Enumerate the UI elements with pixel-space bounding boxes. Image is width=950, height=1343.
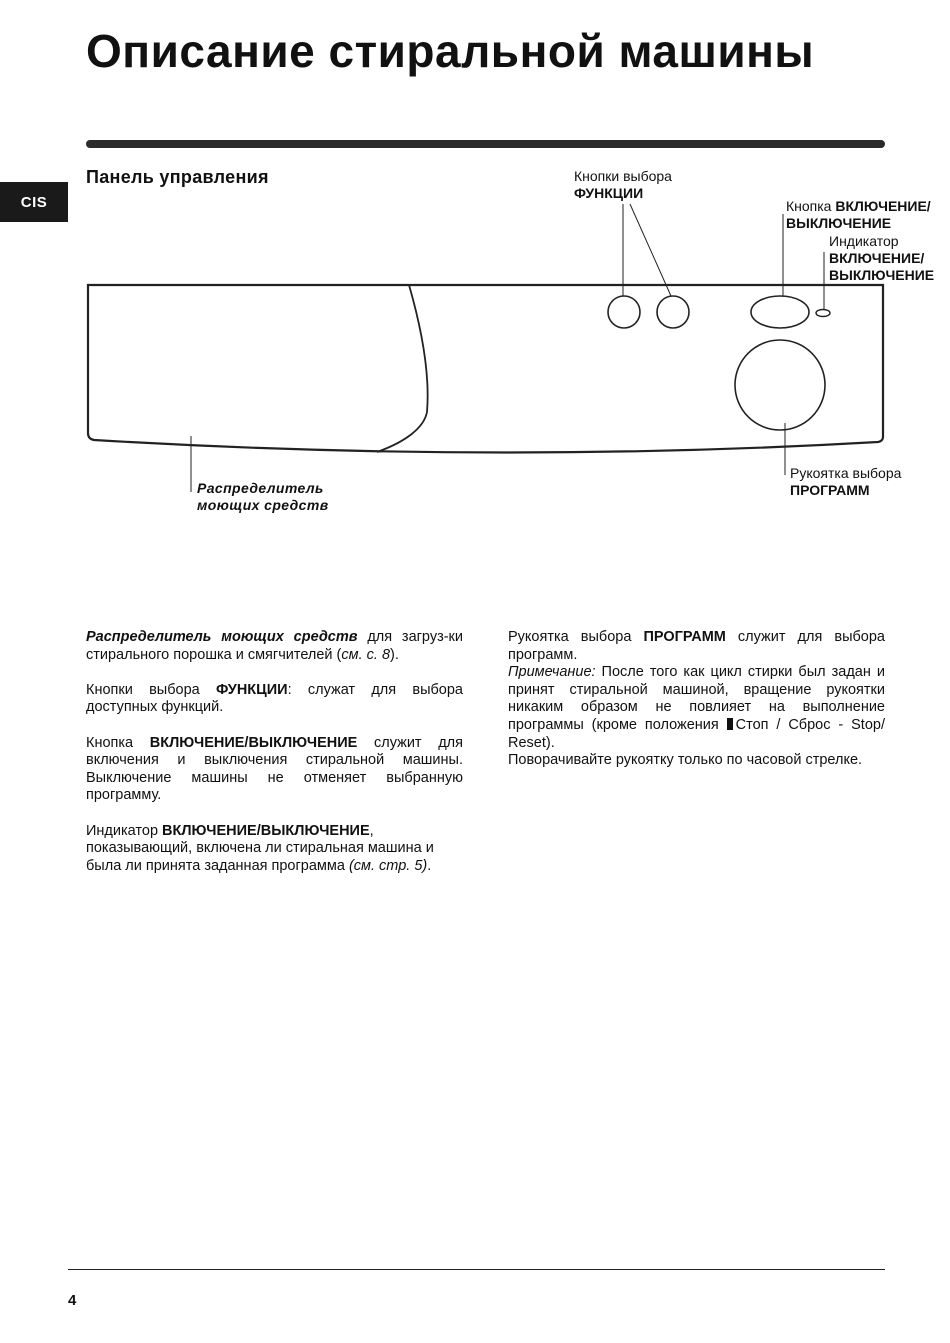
footer-divider xyxy=(68,1269,885,1270)
callout-function-line1: Кнопки выбора xyxy=(574,168,672,184)
para-dispenser-lead: Распределитель моющих средств xyxy=(86,629,358,645)
para-function-text: : служат для выбора доступных функций. xyxy=(86,681,463,716)
right-column xyxy=(508,629,885,770)
para-program-knob xyxy=(508,629,885,664)
leader-function-2 xyxy=(630,204,671,296)
para-indicator-end: . xyxy=(427,857,432,874)
para-knob-text: служит для выбора программ. xyxy=(508,629,885,663)
callout-on-off-line2: ВЫКЛЮЧЕНИЕ xyxy=(786,215,892,231)
function-button-1 xyxy=(608,296,640,328)
para-onoff-bold: ВКЛЮЧЕНИЕ/ВЫКЛЮЧЕНИЕ xyxy=(149,734,358,751)
callout-program-knob xyxy=(790,465,901,499)
callout-dispenser-line1: Распределитель xyxy=(197,480,324,496)
para-indicator xyxy=(86,823,463,876)
para-rotate-text: Поворачивайте рукоятку только по часовой стрелке. xyxy=(508,752,863,769)
para-function-buttons xyxy=(86,682,463,717)
para-note xyxy=(508,664,885,752)
callout-dispenser xyxy=(197,480,329,514)
page-number: 4 xyxy=(68,1292,77,1309)
para-dispenser-end: ). xyxy=(390,646,399,663)
para-onoff-pre: Кнопка xyxy=(86,734,150,751)
callout-function-buttons xyxy=(574,168,672,202)
para-knob-pre: Рукоятка выбора xyxy=(508,629,644,645)
function-button-2 xyxy=(657,296,689,328)
program-knob xyxy=(735,340,825,430)
callout-on-off-button xyxy=(786,198,931,232)
para-dispenser-ref: см. с. 8 xyxy=(341,646,391,663)
para-knob-bold: ПРОГРАММ xyxy=(643,629,726,645)
section-heading: Панель управления xyxy=(86,167,269,187)
callout-knob-line2: ПРОГРАММ xyxy=(790,482,870,498)
language-tab: CIS xyxy=(0,182,68,222)
para-note-label: Примечание: xyxy=(508,664,596,681)
dispenser-drawer-line xyxy=(377,285,428,452)
left-column xyxy=(86,629,463,893)
para-onoff-text: служит для включения и выключения стиральной машины. Выключение машины не отменяет выбранную программу. xyxy=(86,734,463,804)
para-function-pre: Кнопки выбора xyxy=(86,681,216,698)
para-indicator-ref: (см. стр. 5) xyxy=(348,857,428,874)
para-indicator-bold: ВКЛЮЧЕНИЕ/ВЫКЛЮЧЕНИЕ xyxy=(162,822,370,839)
on-off-button xyxy=(751,296,809,328)
para-rotate xyxy=(508,752,885,770)
stop-position-icon xyxy=(727,718,733,730)
callout-on-off-line1: ВКЛЮЧЕНИЕ/ xyxy=(835,198,931,214)
on-off-indicator-lamp xyxy=(816,310,830,317)
callout-knob-line1: Рукоятка выбора xyxy=(790,465,902,481)
callout-indicator-line2: ВКЛЮЧЕНИЕ/ xyxy=(829,250,925,266)
para-on-off-button xyxy=(86,735,463,805)
page-title: Описание стиральной машины xyxy=(86,25,815,77)
callout-dispenser-line2: моющих средств xyxy=(197,497,329,513)
para-indicator-pre: Индикатор xyxy=(86,822,163,839)
para-function-bold: ФУНКЦИИ xyxy=(215,681,288,698)
para-indicator-text: , показывающий, включена ли стиральная машина и была ли принята заданная программа xyxy=(86,822,434,874)
callout-indicator-line3: ВЫКЛЮЧЕНИЕ xyxy=(829,267,935,283)
callout-on-off-indicator xyxy=(829,233,934,284)
callout-on-off-prefix: Кнопка xyxy=(786,198,832,214)
para-note-after: Стоп / Сброс - Stop/ Reset). xyxy=(508,716,885,751)
para-dispenser-text: для загруз-ки стирального порошка и смягчителей ( xyxy=(86,629,463,663)
para-dispenser xyxy=(86,629,463,664)
callout-function-line2: ФУНКЦИИ xyxy=(574,185,644,201)
para-note-text: После того как цикл стирки был задан и принят стиральной машиной, вращение рукоятки никаким образом не повлияет на выполнение программы (кроме положения xyxy=(508,664,885,733)
callout-indicator-line1: Индикатор xyxy=(829,233,899,249)
